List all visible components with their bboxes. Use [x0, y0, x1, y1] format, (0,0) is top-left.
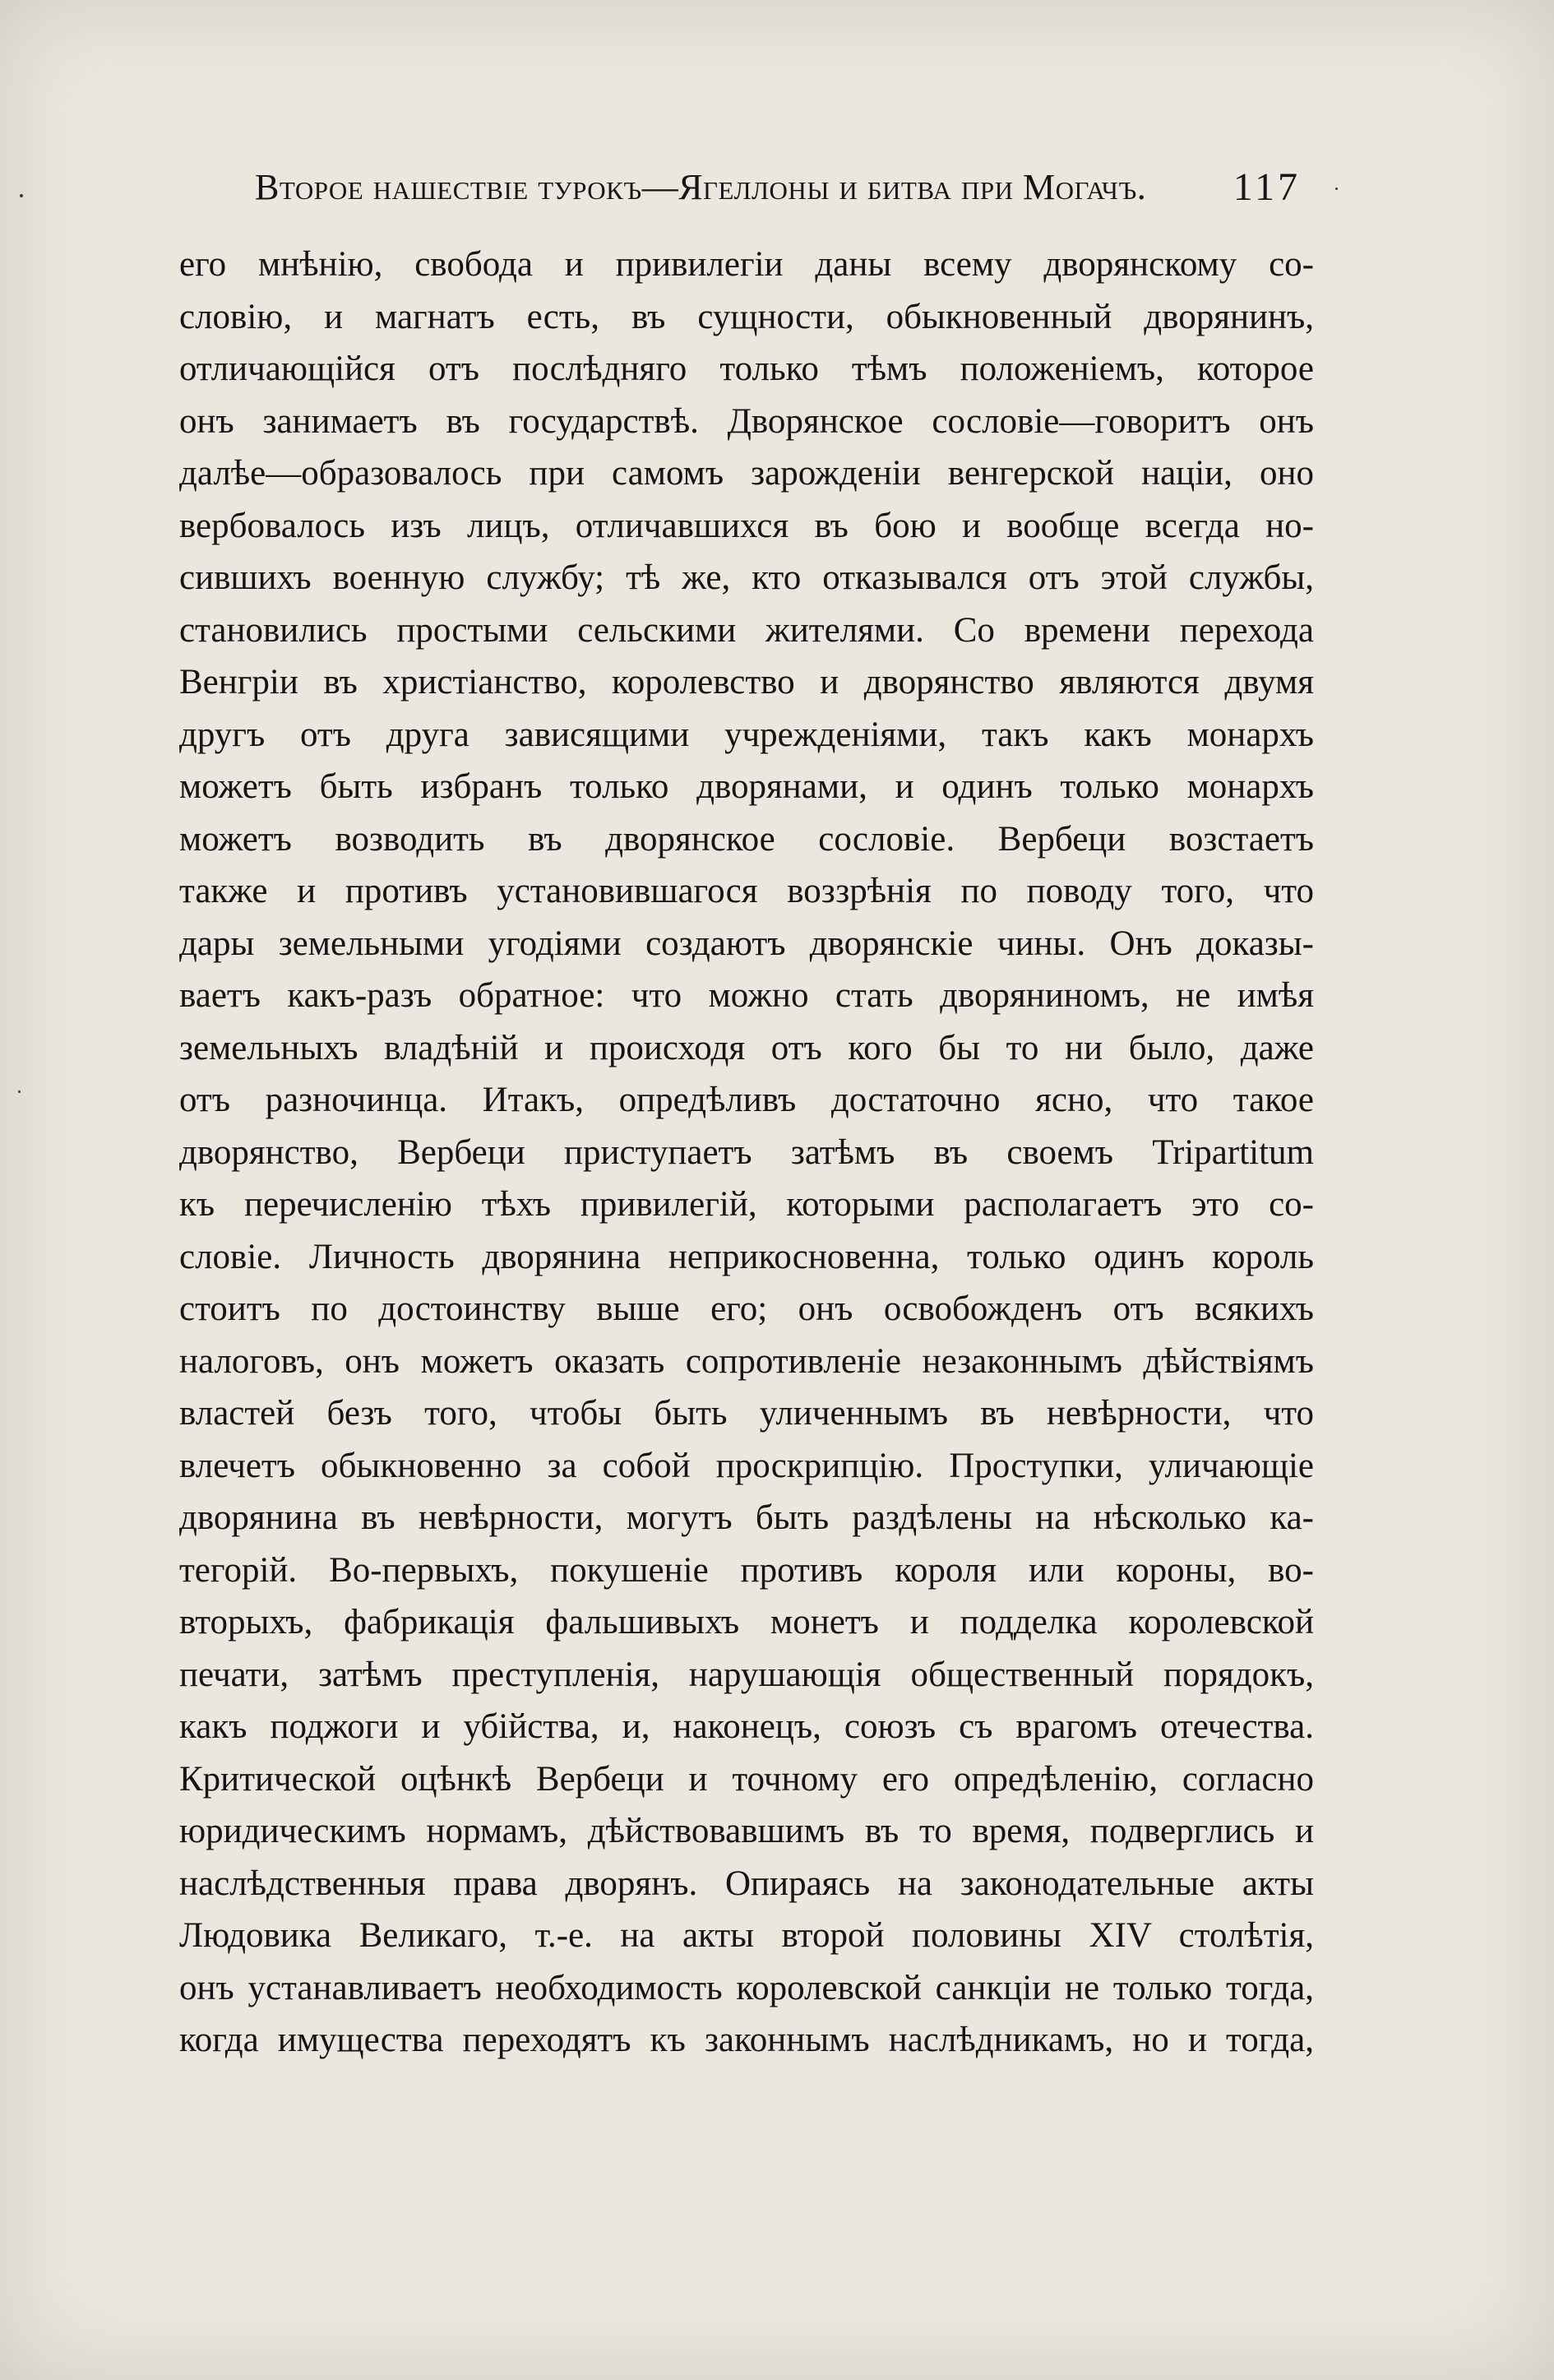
page-number: 117 — [1233, 165, 1301, 209]
scan-speck — [18, 1090, 21, 1093]
text-line: становились простыми сельскими жителями. Со времени перехода — [179, 610, 1314, 650]
text-line: онъ устанавливаетъ необходимость королевской санкціи не только тогда, — [179, 1968, 1314, 2007]
text-line: Людовика Великаго, т.-е. на акты второй половины XIV столѣтія, — [179, 1916, 1314, 1955]
text-line: наслѣдственныя права дворянъ. Опираясь на законодательные акты — [179, 1864, 1314, 1903]
text-line: вербовалось изъ лицъ, отличавшихся въ бою и вообще всегда но- — [179, 506, 1314, 545]
text-line: Венгріи въ христіанство, королевство и дворянство являются двумя — [179, 663, 1314, 701]
text-line: далѣе—образовалось при самомъ зарожденіи венгерской націи, оно — [179, 454, 1314, 493]
text-line: дворянина въ невѣрности, могутъ быть раздѣлены на нѣсколько ка- — [179, 1498, 1314, 1537]
text-line: можетъ быть избранъ только дворянами, и одинъ только монархъ — [179, 767, 1314, 806]
text-line: къ перечисленію тѣхъ привилегій, которыми располагаетъ это со- — [179, 1185, 1314, 1224]
text-line: вторыхъ, фабрикація фальшивыхъ монетъ и подделка королевской — [179, 1603, 1314, 1641]
text-line: ваетъ какъ-разъ обратное: что можно стать дворяниномъ, не имѣя — [179, 976, 1314, 1015]
scan-speck — [20, 194, 23, 197]
text-line: дары земельными угодіями создаютъ дворянскіе чины. Онъ доказы- — [179, 924, 1314, 963]
text-line: властей безъ того, чтобы быть уличеннымъ въ невѣрности, что — [179, 1394, 1314, 1433]
text-line: дворянство, Вербеци приступаетъ затѣмъ въ своемъ Tripartitum — [179, 1132, 1314, 1172]
running-head-title: Второе нашествіе турокъ—Ягеллоны и битва при Могачъ. — [255, 167, 1147, 207]
text-line: словію, и магнатъ есть, въ сущности, обыкновенный дворянинъ, — [179, 297, 1314, 336]
text-line: земельныхъ владѣній и происходя отъ кого бы то ни было, даже — [179, 1028, 1314, 1067]
text-line: стоитъ по достоинству выше его; онъ освобожденъ отъ всякихъ — [179, 1290, 1314, 1328]
text-line: другъ отъ друга зависящими учрежденіями, такъ какъ монархъ — [179, 715, 1314, 754]
text-line: также и противъ установившагося воззрѣнія по поводу того, что — [179, 872, 1314, 910]
text-line: печати, затѣмъ преступленія, нарушающія общественный порядокъ, — [179, 1655, 1314, 1694]
text-line: отъ разночинца. Итакъ, опредѣливъ достаточно ясно, что такое — [179, 1081, 1314, 1119]
text-line: когда имущества переходятъ къ законнымъ наслѣдникамъ, но и тогда, — [179, 2021, 1314, 2059]
text-line: можетъ возводить въ дворянское сословіе. Вербеци возстаетъ — [179, 819, 1314, 859]
running-head — [255, 156, 1307, 222]
body-text — [179, 238, 1314, 2067]
text-line: Критической оцѣнкѣ Вербеци и точному его опредѣленію, согласно — [179, 1759, 1314, 1799]
text-line: тегорій. Во-первыхъ, покушеніе противъ короля или короны, во- — [179, 1550, 1314, 1590]
text-line: словіе. Личность дворянина неприкосновенна, только одинъ король — [179, 1237, 1314, 1276]
text-line: влечетъ обыкновенно за собой проскрипцію. Проступки, уличающіе — [179, 1446, 1314, 1485]
text-line: налоговъ, онъ можетъ оказать сопротивленіе незаконнымъ дѣйствіямъ — [179, 1341, 1314, 1381]
text-line: онъ занимаетъ въ государствѣ. Дворянское сословіе—говоритъ онъ — [179, 401, 1314, 441]
text-line: отличающійся отъ послѣдняго только тѣмъ положеніемъ, которое — [179, 350, 1314, 388]
text-line: сившихъ военную службу; тѣ же, кто отказывался отъ этой службы, — [179, 558, 1314, 597]
text-line: какъ поджоги и убійства, и, наконецъ, союзъ съ врагомъ отечества. — [179, 1707, 1314, 1746]
text-line: юридическимъ нормамъ, дѣйствовавшимъ въ то время, подверглись и — [179, 1812, 1314, 1850]
text-line: его мнѣнію, свобода и привилегіи даны всему дворянскому со- — [179, 245, 1314, 284]
scan-speck — [1335, 188, 1338, 190]
